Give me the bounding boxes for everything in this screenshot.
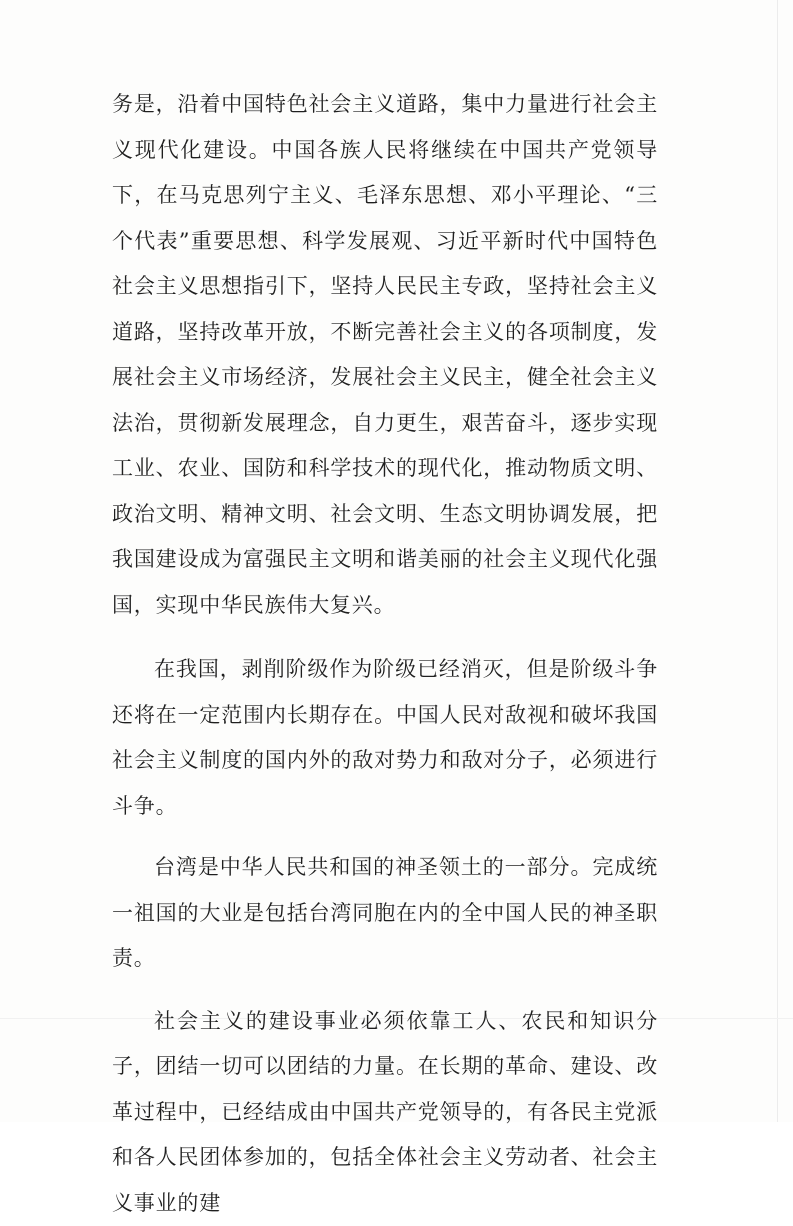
- scan-edge-line: [777, 0, 778, 1122]
- paragraph-taiwan: 台湾是中华人民共和国的神圣领土的一部分。完成统一祖国的大业是包括台湾同胞在内的全中国人民的神圣职责。: [112, 845, 658, 982]
- paragraph-united-front: 社会主义的建设事业必须依靠工人、农民和知识分子，团结一切可以团结的力量。在长期的革命、建设、改革过程中，已经结成由中国共产党领导的，有各民主党派和各人民团体参加的，包括全体社会主义劳动者、社会主义事业的建: [112, 999, 658, 1226]
- paragraph-continuation: 务是，沿着中国特色社会主义道路，集中力量进行社会主义现代化建设。中国各族人民将继续在中国共产党领导下，在马克思列宁主义、毛泽东思想、邓小平理论、“三个代表”重要思想、科学发展观、习近平新时代中国特色社会主义思想指引下，坚持人民民主专政，坚持社会主义道路，坚持改革开放，不断完善社会主义的各项制度，发展社会主义市场经济，发展社会主义民主，健全社会主义法治，贯彻新发展理念，自力更生，艰苦奋斗，逐步实现工业、农业、国防和科学技术的现代化，推动物质文明、政治文明、精神文明、社会文明、生态文明协调发展，把我国建设成为富强民主文明和谐美丽的社会主义现代化强国，实现中华民族伟大复兴。: [112, 82, 658, 628]
- paragraph-class-struggle: 在我国，剥削阶级作为阶级已经消灭，但是阶级斗争还将在一定范围内长期存在。中国人民对敌视和破坏我国社会主义制度的国内外的敌对势力和敌对分子，必须进行斗争。: [112, 647, 658, 829]
- body-text: [112, 82, 658, 1226]
